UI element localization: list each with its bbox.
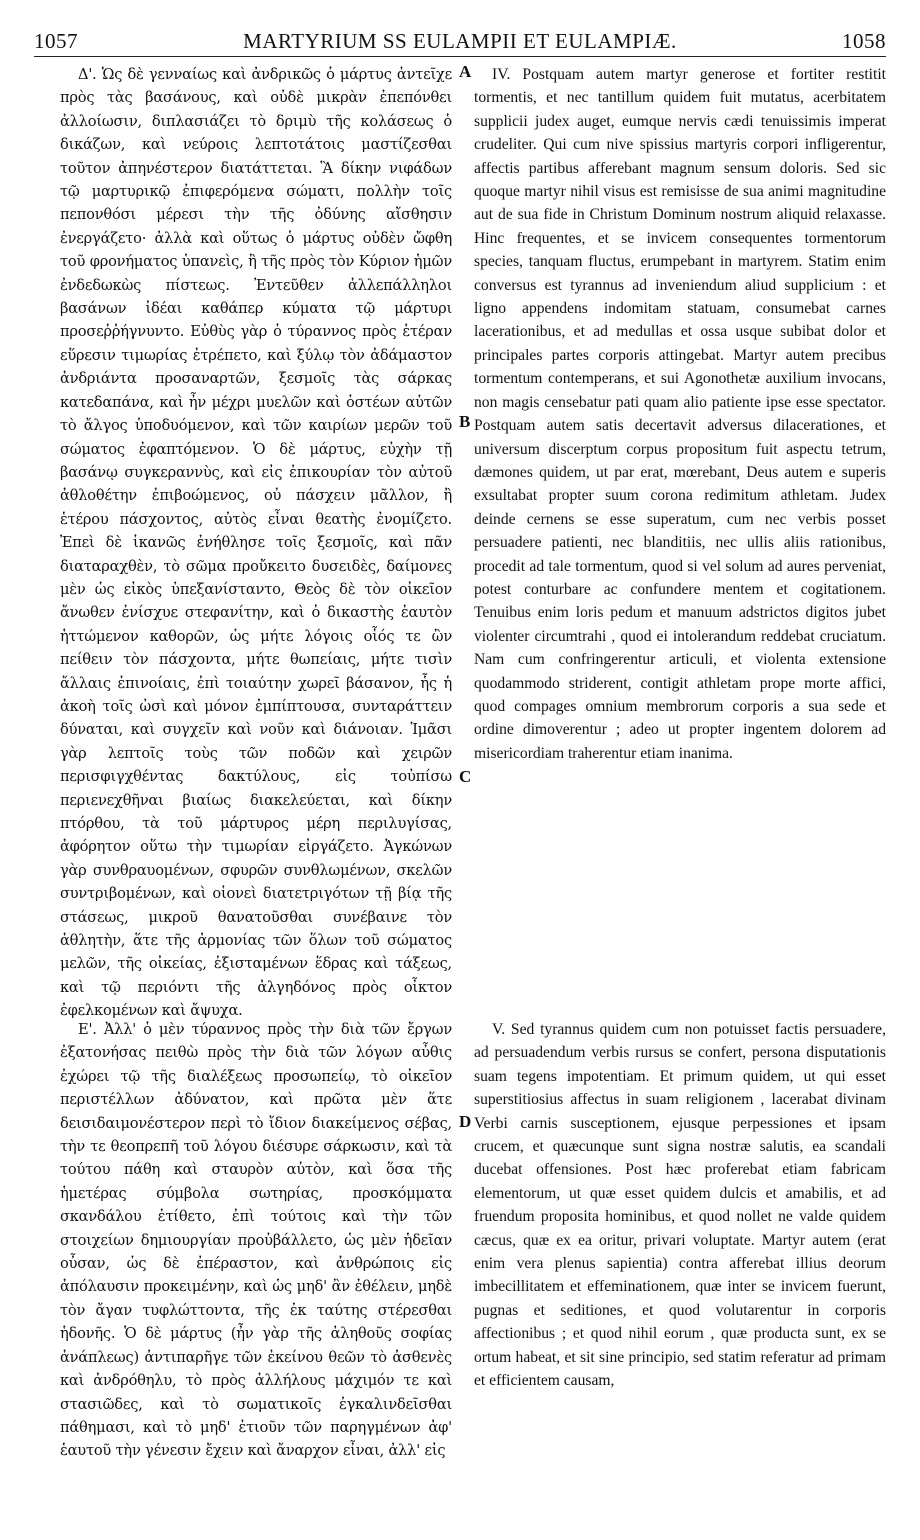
page-header (34, 28, 886, 58)
greek-column-section-4 (60, 63, 452, 1023)
page-number-right: 1058 (842, 29, 886, 53)
page-number-left: 1057 (34, 29, 78, 53)
greek-column-section-5 (60, 1018, 452, 1463)
margin-marker-c: C (459, 767, 472, 786)
latin-paragraph-4: IV. Postquam autem martyr generose et fortiter restitit tormentis, et nec tantillum quidem fuit mutatus, acerbitatem supplicii judex auget, eumque nervis cædi tenuissimis imperat crudeliter. Qui cum nive spissius martyris corpori infligerentur, affectis partibus afferebant magnum sensum doloris. Sed sic quoque martyr nihil visus est remisisse de sua animi magnitudine aut de sua fide in Christum Dominum nostrum aliquid relaxasse. Hinc frequentes, et se invicem consequentes tormentorum species, tanquam fluctus, erumpebant in martyrem. Statim enim conversus est tyrannus ad inveniendum aliud supplicium : et ligno appendens indomitam statuam, consumebat carnes lacerationibus, et ad medullas et ossa usque subibat dolor et principales partes corporis attingebat. Martyr autem precibus tormentum contemperans, et sui Agonothetæ auxilium invocans, non magis censebatur pati quam alio patiente ipse esse spectator. Postquam autem satis decertavit adversus dilacerationes, et universum discerptum corpus propositum fuit aspectu tetrum, dæmones quidem, ut par erat, mœrebant, Deus autem e superis exsultabat propter suum corona redimitum athletam. Judex deinde cernens se esse superatum, cum nec verbis posset persuadere patienti, nec blanditiis, nec ullis aliis rationibus, procedit ad tale tormentum, quod si vel solum ad aures perveniat, potest conturbare ac confundere mentem et cogitationem. Tenuibus enim loris pedum et manuum adstrictos digitos jubet violenter circumtrahi , quod ei intolerandum reddebat cruciatum. Nam cum confringerentur articuli, et violenta extensione quodammodo striderent, contigit athletam prope morte affici, quod compages omnium membrorum corporis a sua sede et ordine dimoverentur ; adeo ut propter ingentem dolorem ad misericordiam traherentur etiam inanima. (474, 66, 886, 762)
latin-column-section-4 (474, 63, 886, 765)
running-title: MARTYRIUM SS EULAMPII ET EULAMPIÆ. (243, 29, 677, 53)
header-rule (34, 56, 886, 57)
margin-marker-a: A (459, 62, 472, 81)
margin-marker-d: D (459, 1112, 472, 1131)
latin-paragraph-5: V. Sed tyrannus quidem cum non potuisset factis persuadere, ad persuadendum verbis rursus se confert, persona disputationis suam tegens impotentiam. Et primum quidem, ut qui esset superstitiosius affectus in suam religionem , lacerabat divinam Verbi carnis susceptionem, ejusque perpessiones et ipsam crucem, et quæcunque sunt signa nostræ salutis, ea scandali ducebat offensiones. Post hæc proferebat etiam fabricam elementorum, ut quæ esset quidem dulcis et amabilis, et ad fruendum proposita hominibus, et quod nollet ne valde quidem cæcus, quæ ex ea oritur, privari voluptate. Martyr autem (erat enim vera plenus sapientia) contra afferebat illius deorum imbecillitatem et effeminationem, quæ inter se invicem fuerunt, pugnas et seditiones, et quod volutarentur in corporis affectionibus ; et quod nihil eorum , quæ producta sunt, ex se ortum habeat, et sit sine principio, sed statim referatur ad primam et efficientem causam, (474, 1021, 886, 1390)
margin-marker-b: B (459, 412, 471, 431)
greek-paragraph-4: Δ'. Ὡς δὲ γενναίως καὶ ἀνδρικῶς ὁ μάρτυς ἀντεῖχε πρὸς τὰς βασάνους, καὶ οὐδὲ μικρὰν ἐπεπόνθει ἀλλοίωσιν, διπλασιάζει τὸ δριμὺ τῆς κολάσεως ὁ δικάζων, καὶ νεύροις λεπτοτάτοις μαστίζεσθαι τοῦτον ἀπηνέστερον διατάττεται. Ἃ δίκην νιφάδων τῷ μαρτυρικῷ ἐπιφερόμενα σώματι, πολλὴν τοῖς πεπονθόσι μέρεσι τὴν τῆς ὀδύνης αἴσθησιν ἐνεργάζετο· ἀλλὰ καὶ οὕτως ὁ μάρτυς οὐδὲν ὤφθη τοῦ φρονήματος ὑπανεὶς, ἢ τῆς πρὸς τὸν Κύριον ἡμῶν ἐνδεδωκὼς πίστεως. Ἐντεῦθεν ἀλλεπάλληλοι βασάνων ἰδέαι καθάπερ κύματα τῷ μάρτυρι προσεῤῥήγνυντο. Εὐθὺς γὰρ ὁ τύραννος πρὸς ἑτέραν εὕρεσιν τιμωρίας ἐτρέπετο, καὶ ξύλῳ τὸν ἀδάμαστον ἀνδριάντα προσαναρτῶν, ξεσμοῖς τὰς σάρκας κατεδαπάνα, καὶ ἦν μέχρι μυελῶν καὶ ὀστέων αὐτῶν τὸ ἄλγος ὑποδυόμενον, καὶ τῶν καιρίων μερῶν τοῦ σώματος ἐφαπτόμενον. Ὁ δὲ μάρτυς, εὐχὴν τῇ βασάνῳ συγκεραννὺς, καὶ εἰς ἐπικουρίαν τὸν αὐτοῦ ἀθλοθέτην ἐπιβοώμενος, οὐ πάσχειν μᾶλλον, ἢ ἑτέρου πάσχοντος, αὐτὸς εἶναι θεατὴς ἐνομίζετο. Ἐπεὶ δὲ ἱκανῶς ἐνήθλησε τοῖς ξεσμοῖς, καὶ πᾶν διαταραχθὲν, τὸ σῶμα προὔκειτο δυσειδὲς, δαίμονες μὲν ὡς εἰκὸς ὑπεξανίσταντο, Θεὸς δὲ τὸν οἰκεῖον ἄνωθεν ἐνίσχυε στεφανίτην, καὶ ὁ δικαστὴς ἑαυτὸν ἡττώμενον καθορῶν, ὡς μήτε λόγοις οἷός τε ὢν πείθειν τὸν πάσχοντα, μήτε θωπείαις, μήτε τισὶν ἄλλαις ἐπινοίαις, ἐπὶ τοιαύτην χωρεῖ βάσανον, ἧς ἡ ἀκοὴ τοῖς ὠσὶ καὶ μόνον ἐμπίπτουσα, συνταράττειν δύναται, καὶ συγχεῖν καὶ νοῦν καὶ διάνοιαν. Ἱμᾶσι γὰρ λεπτοῖς τοὺς τῶν ποδῶν καὶ χειρῶν περισφιγχθέντας δακτύλους, εἰς τοὐπίσω περιενεχθῆναι βιαίως διακελεύεται, καὶ δίκην πτόρθου, τὰ τοῦ μάρτυρος μέρη περιλυγίσας, ἀφόρητον οὕτω τὴν τιμωρίαν εἰργάζετο. Ἀγκώνων γὰρ συνθραυομένων, σφυρῶν συνθλωμένων, σκελῶν συντριβομένων, καὶ οἱονεὶ διατετριγότων τῇ βίᾳ τῆς στάσεως, μικροῦ θανατοῦσθαι συνέβαινε τὸν ἀθλητὴν, ἅτε τῆς ἁρμονίας τῶν ὅλων τοῦ σώματος μελῶν, τῆς οἰκείας, ἐξισταμένων ἕδρας καὶ τάξεως, καὶ τῷ περιόντι τῆς ἀλγηδόνος πρὸς οἶκτον ἐφελκομένων καὶ ἄψυχα. (60, 66, 452, 1020)
latin-column-section-5 (474, 1018, 886, 1393)
greek-paragraph-5: Ε'. Ἀλλ' ὁ μὲν τύραννος πρὸς τὴν διὰ τῶν ἔργων ἐξατονήσας πειθὼ πρὸς τὴν διὰ τῶν λόγων αὖθις ἐχώρει τῷ τῆς διαλέξεως προσωπείῳ, τὸ οἰκεῖον περιστέλλων ἀδύνατον, καὶ πρῶτα μὲν ἅτε δεισιδαιμονέστερον περὶ τὸ ἴδιον διακείμενος σέβας, τὴν τε θεοπρεπῆ τοῦ λόγου διέσυρε σάρκωσιν, καὶ τὰ τούτου πάθη καὶ σταυρὸν αὐτὸν, καὶ ὅσα τῆς ἡμετέρας σύμβολα σωτηρίας, προσκόμματα σκανδάλου ἐτίθετο, ἐπὶ τούτοις καὶ τὴν τῶν στοιχείων δημιουργίαν προὐβάλλετο, ὡς μὲν ἡδεῖαν οὖσαν, ὡς δὲ ἐπέραστον, καὶ ἀνθρώποις εἰς ἀπόλαυσιν προκειμένην, καὶ ὡς μηδ' ἂν ἐθέλειν, μηδὲ τὸν ἄγαν τυφλώττοντα, τῆς ἐκ ταύτης στέρεσθαι ἡδονῆς. Ὁ δὲ μάρτυς (ἦν γὰρ τῆς ἀληθοῦς σοφίας ἀνάπλεως) ἀντιπαρῆγε τῶν ἐκείνου θεῶν τὸ ἀσθενὲς καὶ ἀνδρόθηλυ, τὸ πρὸς ἀλλήλους μάχιμόν τε καὶ στασιῶδες, καὶ τὸ σωματικοῖς ἐγκαλινδεῖσθαι πάθημασι, καὶ τὸ μηδ' ἐτιοῦν τῶν παρηγμένων ἀφ' ἑαυτοῦ τὴν γένεσιν ἔχειν καὶ ἄναρχον εἶναι, ἀλλ' εἰς (60, 1021, 452, 1460)
